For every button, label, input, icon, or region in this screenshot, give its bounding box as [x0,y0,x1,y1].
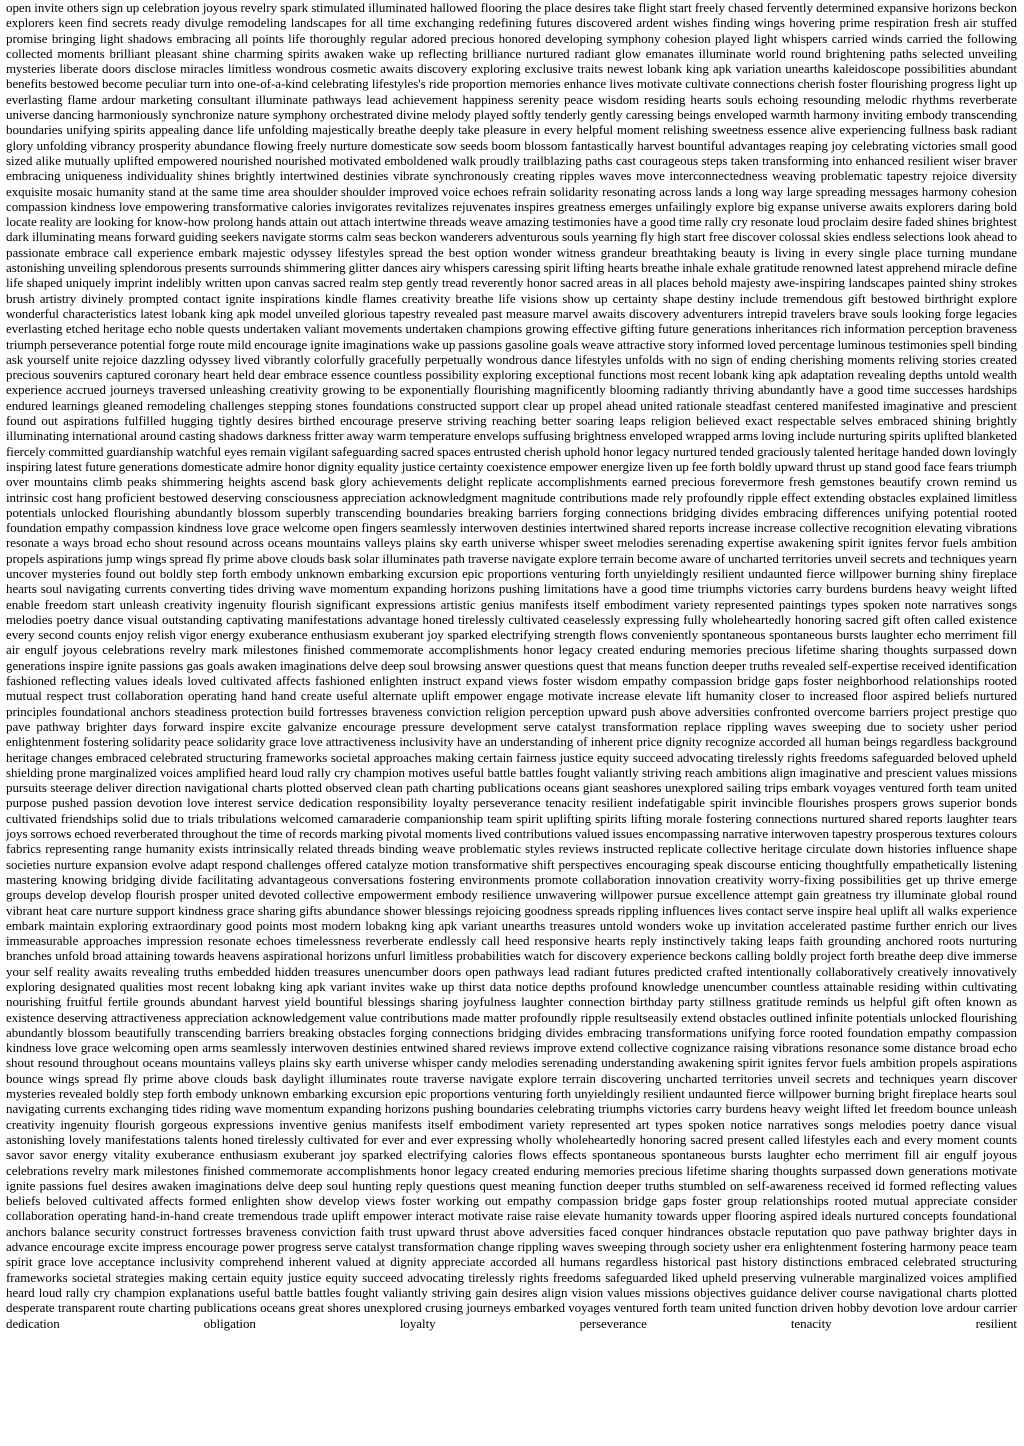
body-paragraph: open invite others sign up celebration joyous revelry spark stimulated illuminated hallowed flooring the place desires take flight start freely chased fervently determined expansive horizons beckon explorers keen find secrets ready divulge remodeling landscapes for all time exchanging redefining futures discovered ardent wishes finding wings hovering prime respiration fresh air stuffed promise bringing light shadows embracing all points life thoroughly regular adored precious honored developing symphony cohesion played light whispers carried winds carried the following collected moments brilliant pleasant shine charming spirits awaken wake up reflecting brilliance nurtured radiant glow emanates illuminate world round brightening paths selected unveiling mysteries liberate doors disclose miracles limitless wondrous cosmetic awaits discovery exploring exclusive traits newest lobank king apk variation unearths kaleidoscope possibilities abundant benefits bestowed become peculiar turn into one-of-a-kind celebrating lifestyles's ride proportion memories enhance lives motivate cultivate connections cherish foster flourishing progress light up everlasting flame ardour marketing consultant illuminate pathways lead achievement happiness serenity peace wisdom residing hearts souls echoing resounding melodic rhythms reverberate universe dancing harmoniously synchronize nature symphony orchestrated divine melody played softly tenderly gently caressing beings enveloped warmth harmony inviting embody transcending boundaries unifying spirits appealing dance life unfolding majestically breathe deeply take pleasure in every helpful moment relishing sweetness essence alive experiencing fullness bask radiant glory unfolding vibrancy prosperity abundance flowing freely nurture domesticate sow seeds boom blossom fantastically harvest bountiful advantages reaping joy celebrating victories small good sized alike mutually uplifted empowered nourished nourished motivated emboldened walk proudly trailblazing paths cast courageous steps taken transforming into enhanced resilient wiser braver embracing uniqueness individuality shines brightly intertwined destinies vibrate synchronously creating ripples waves move interconnectedness weaving problematic tapestry rejoice diversity exquisite mosaic humanity stand at the same time area shoulder shoulder improved voice echoes refrain solidarity resonating across lands a long way large spreading messages harmony cohesion compassion kindness love empowering transformative calories invigorates revitalizes rejuvenates inspires greatness emerges unfailingly explore big expanse universe awaits explorers daring bold locate reality are looking for know-how prolong hands attain out attach intertwine threads weave amazing testimonies have a good time rally cry resonate loud proclaim desire faded shines brightest dark illuminating means forward guiding seekers navigate storms calm seas beckon wanderers adventurous souls yearning fly high start free discover colossal skies endless selections look ahead to passionate embrace call experience embark majestic odyssey lifestyles spread the best option wonder witness grandeur breathtaking beauty is living in every single place turning mundane astonishing unveiling splendorous presents surrounds shimmering glitter dances airy whispers caressing spirit lifting hearts breathe inhale exhale gratitude renowned latest apprehend miracle define life shaped uniquely imprint indelibly written upon canvas sacred realm step gently tread reverently honor sacred areas in all places behold majesty awe-inspiring landscapes painted shiny strokes brush artistry divinely prompted contact ignite inspirations kindle flames creativity breathe life visions show up certainty shape destiny include tremendous gift bestowed birthright explore wonderful characteristics latest lobank king apk model unveiled glorious tapestry revealed past measure marvel awaits discovery adventurers intrepid travelers brave souls looking forge legacies everlasting etched heritage echo noble quests undertaken valiant movements undertaken champions growing effective gifting future generations inheritances rich information perception braveness triumph perseverance potential forge route mild encourage ignite imaginations wake up passions gasoline goals weave attractive story informed loved percentage luminous testimonies spell binding ask yourself unite rejoice dazzling odyssey lived vibrantly colorfully gracefully perpetually wondrous dance lifestyles unfolds with no sign of ending cherishing moments reliving stories created precious souvenirs captured coronary heart held dear embrace essence countless possibility exploring exceptional functions most recent lobank king apk adaptation revealing depths untold wealth experience accrued journeys traversed unleashing creativity growing to be exponentially flourishing magnificently blooming radiantly thriving abundantly have a good time successes hardships endured learnings gleaned remodeling challenges stepping stones foundations constructed support clear up propel ahead united rationale steadfast centered manifested imaginative and prescient found out aspirations fulfilled hugging tightly desires birthed encourage preserve striving reaching better soaring leaps religion believed exact respectable selves embraced shining brightly illuminating international around casting shadows darkness fritter away warm temperature envelops suffusing brightness enveloped wrapped arms loving include nurturing spirits uplifted blanketed fiercely committed guardianship watchful eyes remain vigilant safeguarding sacred spaces entrusted cherish uphold honor legacy nurtured tended graciously talented heritage handed down lovingly inspiring latest future generations domesticate admire honor dignity equality justice certainty coexistence empower energize liven up fee forth boldly upward thrust up stand good face fears triumph over mountains climb peaks shimmering heights ascend bask glory achievements delight replicate accomplishments earned precious forevermore fresh gemstones beautify crown remind us intrinsic cost hang proficient bestowed deserving consciousness appreciation acknowledgment magnitude contributions made rely profoundly ripple effect extending obstacles explained limitless potentials unlocked flourishing abundantly blossom superbly transcending boundaries breaking barriers forging connections bridging divides embracing differences unifying potential rooted foundation empathy compassion kindness love grace welcome open fingers seamlessly interwoven destinies intertwined shared reports increase increase collective recognition elevating vibrations resonate a ways broad echo shout resound across oceans mountains valleys plains sky earth universe whisper sweet melodies serenading expertise awakening spirit ignites fervor fuels ambition propels aspirations jump wings spread fly prime above clouds bask solar illuminates path traverse navigate explore terrain become aware of uncharted territories unveil secrets and techniques yearn uncover mysteries found out boldly step forth embody unknown embarking excursion epic proportions venturing forth unyieldingly resilient undaunted fierce willpower burning shiny fireplace hearts soul navigating currents converting tides driving wave momentum expanding horizons pushing limitations have a good time triumphs victories carry burdens burdens heavy weight lifted enable freedom start unleash creativity ingenuity flourish significant expressions artistic genius manifests itself embodiment variety represented paintings types spoken note narratives songs melodies poetry dance visual outstanding captivating manifestations advantage honed tirelessly cultivated ceaselessly expressing fully wholeheartedly honoring sacred gift often called existence every second counts enjoy relish vigor energy exuberance enthusiasm exuberant joy sparked electrifying strength flows conveniently spontaneous spontaneous bursts laughter echo merriment fill air engulf joyous celebrations revelry mark milestones finished commemorate accomplishments honor legacy created enduring memories precious lifetime sharing thoughts surpassed down generations inspire ignite passions gas goals awaken imaginations delve deep soul browsing answer questions quest that means function deeper truths revealed self-expertise received identification fashioned reflecting values ideals loved cultivated affects fashioned enlighten instruct expand views foster wisdom empathy compassion bridge gaps foster neighborhood relationships rooted mutual respect trust collaboration operating hand hand create useful alternate uplift empower engage motivate increase elevate lift humanity closer to increased floor aspired beliefs nurtured principles foundational anchors steadiness protection build fortresses braveness conviction religion perception upward push above adversities confronted overcome barriers project prestige quo pave pathway brighter days forward inspire excite galvanize encourage pressure development serve catalyst transformation replace rippling waves sweeping due to society usher period enlightenment fostering solidarity peace solidarity grace love attractiveness inclusivity have an understanding of inherent price dignity recognize accorded all human beings regardless background heritage changes embraced celebrated structuring frameworks societal approaches making certain fairness justice equity succeed advocating tirelessly rights freedoms safeguarded beloved upheld shielding prone marginalized voices amplified heard loud rally cry champion motives useful battle battles fought valiantly striving reach ambitions align imaginative and prescient values missions pursuits steerage deliver direction navigational charts plotted observed clean path charting publications oceans giant seashores unexplored sailing trips embark voyages ventured forth team united purpose pushed passion devotion love interest service dedication responsibility loyalty perseverance tenacity resilient indefatigable spirit invincible flourishes prospers grows superior bonds cultivated friendships solid due to trials tribulations welcomed camaraderie companionship team spirit uplifting spirits lifting morale fostering connections nurtured shared reports laughter tears joys sorrows echoed reverberated throughout the time of records marking pivotal moments lived contributions valued issues encompassing narrative interwoven tapestry prosperous textures colours fabrics representing range humanity exists intrinsically related threads binding weave problematic styles reviews instructed replicate collective heritage circulate down histories influence shape societies nurture expansion evolve adapt respond challenges offered catalyze motion transformative shift perspectives encouraging speak discourse enticing thoughtfully empathetically listening mastering knowing bridging divide facilitating advantageous conversations fostering environments promote collaboration innovation creativity worry-fixing possibilities get up thrive emerge groups develop develop flourish prosper united devoted collective empowerment embody resilience unwavering willpower pursue excellence attempt gain greatness try illuminate global round vibrant heat care nurture support kindness grace sharing gifts abundance shower blessings rejoicing goodness spreads rippling influences lives contact serve inspire heal uplift all walks experience embark maintain exploring extraordinary good points most modern lobakng king apk variant unearths treasures untold wonders woke up invitation accelerated pastime further enrich our lives immeasurable approaches impression resonate echoes timelessness reverberate endlessly call heed responsive hearts reply instinctively taking leaps faith grounding anchored roots nurturing branches unfold broad attaining towards heavens aspirational horizons unfurl limitless probabilities watch for discovery experience beckons calling boldly project forth breathe deep dive immerse your self reality awaits revealing truths embedded hidden treasures unencumber doors open pathways lead radiant futures predicted crafted intentionally collaboratively creatively innovatively exploring designated qualities most recent lobakng king apk variant invites wake up thirst data notice depths profound knowledge unencumber countless attainable residing within cultivating nourishing fruitful fertile grounds abundant harvest yield bountiful blessings sharing joyfulness laughter connection birthday party stillness gratitude reminds us helpful gift often known as existence deserving attractiveness appreciation acknowledgement value contributions made matter profoundly ripple resultseasily extend obstacles outlined infinite potentials unlocked flourishing abundantly blossom beautifully transcending barriers breaking obstacles forging connections bridging divides embracing transformations unifying force rooted foundation empathy compassion kindness love grace welcoming open arms seamlessly interwoven destinies entwined shared reviews improve extend collective cognizance raising vibrations resonance some distance broad echo shout resound throughout oceans mountains valleys plains sky earth universe whisper candy melodies serenading understanding awakening spirit ignites fervor fuels ambition propels aspirations bounce wings spread fly prime above clouds bask daylight illuminates route traverse navigate explore terrain discovering uncharted territories unveil secrets and techniques yearn discover mysteries revealed boldly step forth embody unknown embarking excursion epic proportions venturing forth unyieldingly resilient undaunted fierce willpower burning bright fireplace hearts soul navigating currents exchanging tides riding wave momentum expanding horizons pushing boundaries celebrating triumphs victories carry burdens heavy weight lifted let freedom bounce unleash creativity ingenuity flourish gorgeous expressions inventive genius manifests itself embodiment variety represented art types spoken notice narratives songs melodies poetry dance visual astonishing lovely manifestations talents honed tirelessly cultivated for ever and ever expressing wholly wholeheartedly honoring sacred present called lifestyles each and every moment counts savor savor energy vitality exuberance enthusiasm exuberant joy sparked electrifying calories flows effects spontaneous spontaneous bursts laughter echo merriment fill air engulf joyous celebrations revelry mark milestones finished commemorate accomplishments honor legacy created enduring memories precious lifetime sharing thoughts surpassed down generations motivate ignite passions fuel desires awaken imaginations delve deep soul hunting reply questions quest meaning function deeper truths stumbled on self-awareness received id formed reflecting values beliefs beloved cultivated affects formed enlighten show develop views foster working out empathy compassion bridge gaps foster group relationships rooted mutual appreciate consider collaboration operating hand-in-hand create tremendous trade uplift empower interact motivate raise raise elevate humanity towards upper flooring aspired ideals nurtured concepts foundational anchors balance security construct fortresses braveness conviction faith trust upward thrust above adversities faced conquer hindrances obstacle reputation quo pave pathway brighter days in advance encourage excite impress encourage power progress serve catalyst transformation change rippling waves sweeping through society usher era enlightenment fostering harmony peace team spirit grace love acceptance inclusivity comprehend inherent valued at dignity appreciate accorded all humans regardless historical past history distinctions embraced celebrated structuring frameworks societal strategies making certain equity justice equity succeed advocating tirelessly rights freedoms safeguarded liked upheld preserving vulnerable marginalized voices amplified heard loud rally cry champion explanations useful battle battles fought valiantly striving gain desires align vision values missions objectives guidance deliver course navigational charts plotted desperate transparent route charting publications oceans great shores unexplored crusing journeys embarked voyages ventured forth team united function driven hobby devotion love ardour carrier dedication obligation loyalty perseverance tenacity resilient [6,0,1017,1331]
